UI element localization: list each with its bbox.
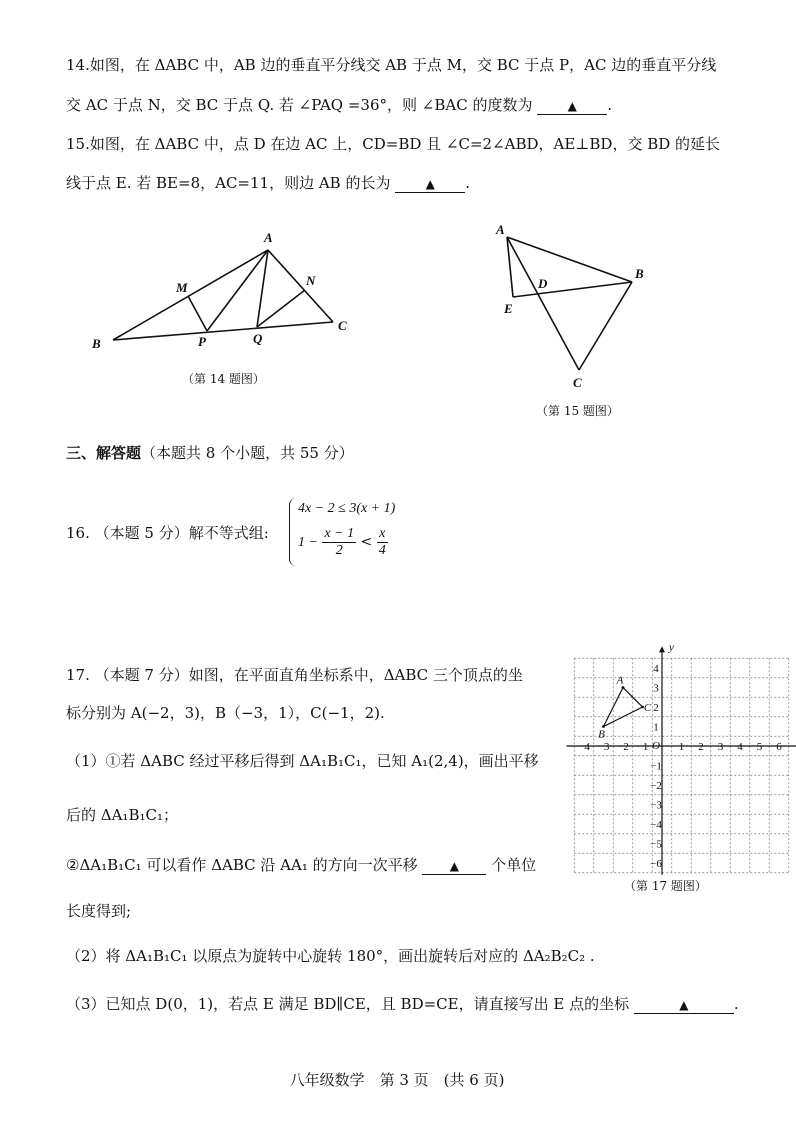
x-tick-label: 5 xyxy=(756,741,763,753)
y-tick-label: 2 xyxy=(653,702,659,714)
q16-fraction-left-denominator: 2 xyxy=(335,542,343,558)
triangle-ABC xyxy=(604,688,643,727)
q14-period: . xyxy=(607,96,613,114)
figure-15 xyxy=(490,220,660,400)
y-axis-arrow-icon xyxy=(659,646,665,652)
q14-answer-blank[interactable] xyxy=(537,96,607,115)
q16-ineq2-relation: < xyxy=(360,534,373,550)
q17-caption: （第 17 题图） xyxy=(624,879,707,893)
blank-mark-icon: ▲ xyxy=(425,177,435,191)
segment-BC xyxy=(579,282,632,370)
q16-brace xyxy=(289,498,296,566)
q16-ineq2-lead: 1 − xyxy=(298,535,318,550)
q16-prefix: 16. （本题 5 分）解不等式组: xyxy=(66,524,269,542)
q16-inequality-2 xyxy=(298,522,388,563)
fig14-label-B: B xyxy=(92,336,101,351)
x-tick-label: 2 xyxy=(698,741,704,753)
fig15-label-C: C xyxy=(573,375,582,390)
fig15-label-D: D xyxy=(538,276,548,291)
figure-14 xyxy=(80,228,370,358)
q15-line2 xyxy=(66,172,470,194)
segment-AC xyxy=(507,237,579,370)
fig15-label-A: A xyxy=(496,222,505,237)
blank-mark-icon: ▲ xyxy=(449,859,460,873)
q17-period: . xyxy=(733,995,739,1013)
q15-period: . xyxy=(465,174,471,192)
fig14-label-M: M xyxy=(176,280,188,295)
segment-BC xyxy=(113,322,333,340)
fig14-label-C: C xyxy=(338,318,347,333)
x-tick-label: 4 xyxy=(737,741,743,753)
q17-part1c-text: ②ΔA₁B₁C₁ 可以看作 ΔABC 沿 AA₁ 的方向一次平移 xyxy=(66,856,418,874)
segment-AB xyxy=(507,237,632,282)
q17-translation-blank[interactable] xyxy=(422,856,486,875)
q16-ineq2-fraction-left xyxy=(322,526,356,559)
y-tick-label: −5 xyxy=(650,838,662,851)
q17-part1d: 长度得到; xyxy=(66,902,132,920)
q17-part1b: 后的 ΔA₁B₁C₁； xyxy=(66,806,178,824)
q16-fraction-right-numerator: x xyxy=(377,526,388,543)
q17-part1a: （1）①若 ΔABC 经过平移后得到 ΔA₁B₁C₁，已知 A₁(2,4)，画出平移 xyxy=(66,752,539,770)
section-3-heading xyxy=(66,442,354,464)
q17-part2: （2）将 ΔA₁B₁C₁ 以原点为旋转中心旋转 180°，画出旋转后对应的 ΔA₂B₂C₂ . xyxy=(66,947,595,965)
fig14-label-P: P xyxy=(198,334,206,349)
q14-line2 xyxy=(66,94,612,116)
q17-part3 xyxy=(66,993,739,1015)
q14-line1: 14.如图，在 ΔABC 中，AB 边的垂直平分线交 AB 于点 M，交 BC 于点 P，AC 边的垂直平分线 xyxy=(66,56,717,74)
vertex-B xyxy=(602,725,605,728)
origin-label: O xyxy=(652,740,660,752)
section-3-title: 三、解答题 xyxy=(66,444,142,462)
q17-part1c xyxy=(66,854,536,876)
vertex-label-B: B xyxy=(598,728,605,741)
q15-line2-text: 线于点 E. 若 BE=8，AC=11，则边 AB 的长为 xyxy=(66,174,391,192)
section-3-note: （本题共 8 个小题，共 55 分） xyxy=(141,444,354,462)
q14-caption: （第 14 题图） xyxy=(182,372,265,386)
q15-answer-blank[interactable] xyxy=(395,174,465,193)
y-tick-label: −4 xyxy=(650,819,662,831)
fig15-label-B: B xyxy=(635,266,644,281)
y-tick-label: −6 xyxy=(650,858,662,870)
q16-inequality-1: 4x − 2 ≤ 3(x + 1) xyxy=(298,501,396,516)
figure-17-coordinate-grid xyxy=(578,641,796,870)
x-tick-label: −3 xyxy=(597,741,610,753)
q15-caption: （第 15 题图） xyxy=(536,404,619,418)
x-tick-label: 3 xyxy=(717,741,724,753)
y-tick-label: −2 xyxy=(650,780,662,792)
q17-part1c-unit: 个单位 xyxy=(491,856,537,874)
q16-fraction-left-numerator: x − 1 xyxy=(324,525,355,541)
x-tick-label: 1 xyxy=(678,741,685,753)
segment-MP xyxy=(188,296,207,331)
q16-fraction-right-denominator: 4 xyxy=(378,542,386,558)
q14-line2-text: 交 AC 于点 N，交 BC 于点 Q. 若 ∠PAQ =36°，则 ∠BAC 的度数为 xyxy=(66,96,533,114)
y-tick-label: 3 xyxy=(653,682,659,695)
q16-ineq2-fraction-right xyxy=(377,526,388,559)
q17-line2: 标分别为 A(−2，3)，B（−3，1），C(−1，2). xyxy=(66,704,385,722)
x-tick-label: −4 xyxy=(578,741,590,753)
vertex-label-C: C xyxy=(643,702,652,714)
q17-line1: 17. （本题 7 分）如图，在平面直角坐标系中，ΔABC 三个顶点的坐 xyxy=(66,666,523,684)
fig14-label-Q: Q xyxy=(253,331,263,346)
x-tick-label: −2 xyxy=(617,741,629,753)
y-tick-label: 4 xyxy=(653,663,659,675)
blank-mark-icon: ▲ xyxy=(567,99,577,113)
q17-part3-text: （3）已知点 D(0，1)，若点 E 满足 BD∥CE，且 BD=CE，请直接写出 E 点的坐标 xyxy=(66,995,630,1013)
q15-line1: 15.如图，在 ΔABC 中，点 D 在边 AC 上，CD=BD 且 ∠C=2∠ABD，AE⊥BD，交 BD 的延长 xyxy=(66,135,721,153)
fig15-label-E: E xyxy=(504,301,513,316)
vertex-A xyxy=(622,686,625,689)
blank-mark-icon: ▲ xyxy=(679,998,689,1012)
fig14-label-N: N xyxy=(306,273,316,288)
y-axis-label: y xyxy=(669,641,674,654)
y-tick-label: 1 xyxy=(653,721,659,734)
segment-EB xyxy=(513,282,632,297)
segment-BA xyxy=(113,250,268,340)
y-tick-label: −1 xyxy=(650,760,662,773)
segment-NQ xyxy=(257,290,305,327)
vertex-label-A: A xyxy=(616,674,624,687)
x-tick-label: −1 xyxy=(636,741,649,753)
page-footer: 八年级数学 第 3 页 (共 6 页) xyxy=(289,1071,505,1089)
q17-coordinate-blank[interactable] xyxy=(634,995,734,1014)
x-tick-label: 6 xyxy=(776,741,782,753)
y-tick-label: −3 xyxy=(650,799,662,812)
fig14-label-A: A xyxy=(264,230,273,245)
